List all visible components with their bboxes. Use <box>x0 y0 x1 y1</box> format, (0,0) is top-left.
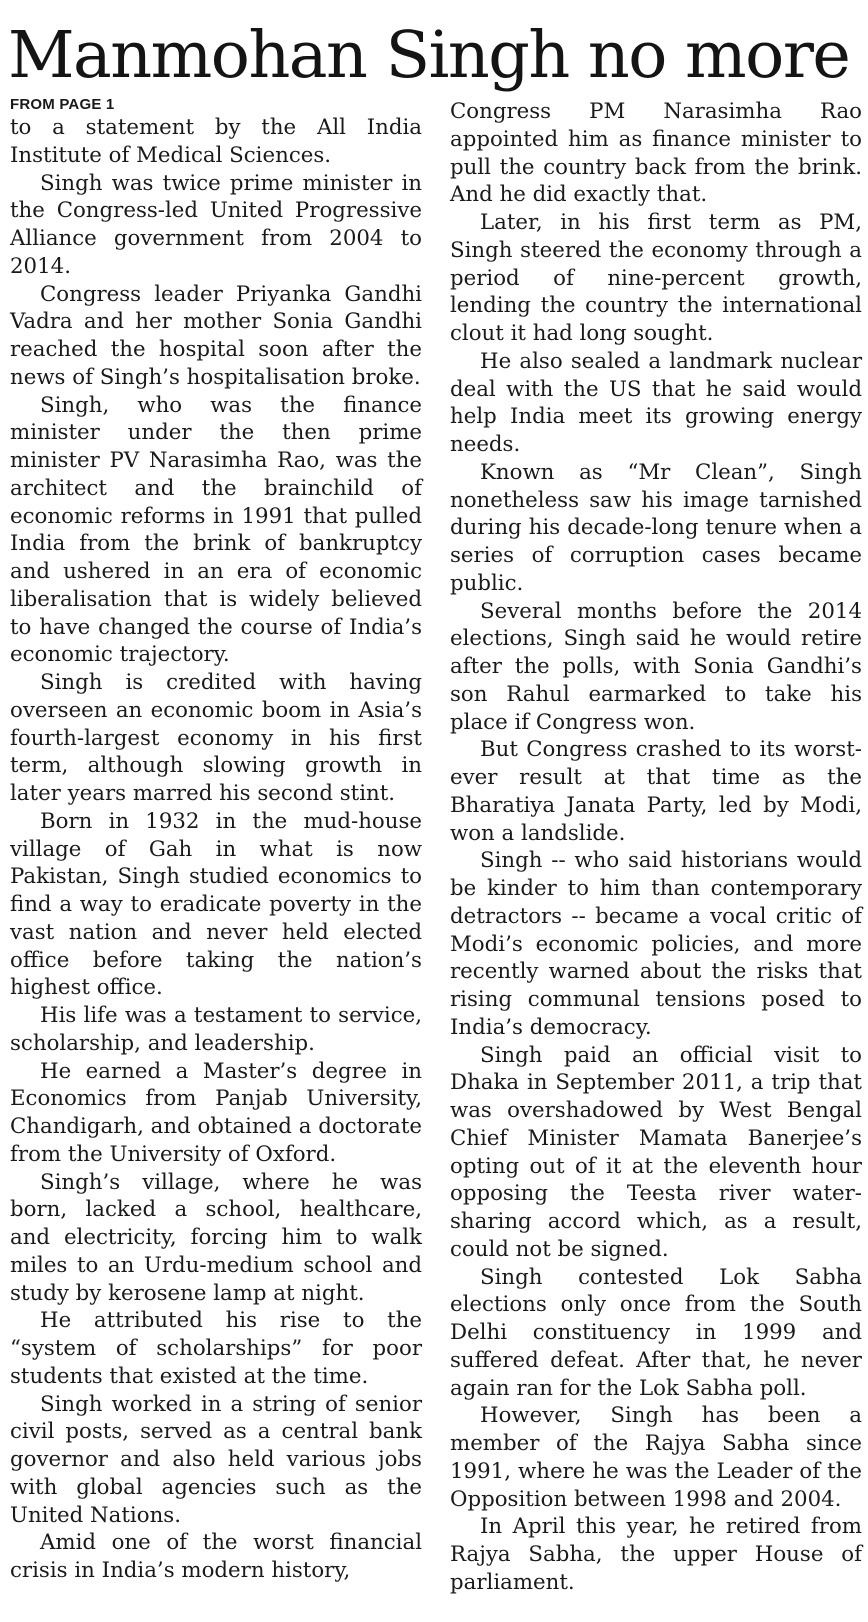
paragraph: In April this year, he retired from Rajya Sabha, the upper House of parliament. <box>450 1514 862 1595</box>
paragraph: Singh is credited with having overseen an economic boom in Asia’s fourth-largest economy in his first term, although slowing growth in later years marred his second stint. <box>10 670 422 806</box>
paragraph: Born in 1932 in the mud-house village of Gah in what is now Pakistan, Singh studied economics to find a way to eradicate poverty in the vast nation and never held elected office before taking the nation’s highest office. <box>10 808 422 1001</box>
paragraph: Amid one of the worst financial crisis in India’s modern history, <box>10 1530 422 1583</box>
paragraph: Singh, who was the finance minister under the then prime minister PV Narasimha Rao, was the architect and the brainchild of economic reforms in 1991 that pulled India from the brink of bankruptcy and ushered in an era of economic liberalisation that is widely believed to have changed the course of India’s economic trajectory. <box>10 392 422 668</box>
paragraph: Singh was twice prime minister in the Congress-led United Progressive Alliance government from 2004 to 2014. <box>10 170 422 279</box>
dateline: FROM PAGE 1 <box>10 96 115 113</box>
paragraph: His life was a testament to service, scholarship, and leadership. <box>10 1003 422 1056</box>
paragraph: Known as “Mr Clean”, Singh nonetheless saw his image tarnished during his decade-long tenure when a series of corruption cases became public. <box>450 459 862 596</box>
paragraph: Several months before the 2014 elections, Singh said he would retire after the polls, with Sonia Gandhi’s son Rahul earmarked to take his place if Congress won. <box>450 598 862 735</box>
paragraph: But Congress crashed to its worst-ever result at that time as the Bharatiya Janata Party, led by Modi, won a landslide. <box>450 737 862 846</box>
paragraph: Singh worked in a string of senior civil posts, served as a central bank governor and also held various jobs with global agencies such as the United Nations. <box>10 1391 422 1528</box>
paragraph: He also sealed a landmark nuclear deal with the US that he said would help India meet its growing energy needs. <box>450 348 862 457</box>
paragraph: However, Singh has been a member of the Rajya Sabha since 1991, where he was the Leader of the Opposition between 1998 and 2004. <box>450 1403 862 1512</box>
paragraph: Later, in his first term as PM, Singh steered the economy through a period of nine-percent growth, lending the country the international clout it had long sought. <box>450 210 862 346</box>
paragraph: He attributed his rise to the “system of scholarships” for poor students that existed at the time. <box>10 1308 422 1389</box>
headline: Manmohan Singh no more <box>8 18 850 93</box>
paragraph: Congress PM Narasimha Rao appointed him as finance minister to pull the country back from the brink. And he did exactly that. <box>450 99 862 208</box>
paragraph: He earned a Master’s degree in Economics from Panjab University, Chandigarh, and obtained a doctorate from the University of Oxford. <box>10 1058 422 1167</box>
article-column-left <box>10 96 422 1585</box>
paragraph: Singh’s village, where he was born, lacked a school, healthcare, and electricity, forcing him to walk miles to an Urdu-medium school and study by kerosene lamp at night. <box>10 1169 422 1306</box>
paragraph: Congress leader Priyanka Gandhi Vadra and her mother Sonia Gandhi reached the hospital soon after the news of Singh’s hospitalisation broke. <box>10 281 422 390</box>
paragraph: to a statement by the All India Institute of Medical Sciences. <box>10 115 422 168</box>
paragraph: Singh paid an official visit to Dhaka in September 2011, a trip that was overshadowed by West Bengal Chief Minister Mamata Banerjee’s opting out of it at the eleventh hour opposing the Teesta river water-sharing accord which, as a result, could not be signed. <box>450 1042 862 1262</box>
article-column-right <box>450 98 862 1597</box>
paragraph: Singh contested Lok Sabha elections only once from the South Delhi constituency in 1999 and suffered defeat. After that, he never again ran for the Lok Sabha poll. <box>450 1264 862 1401</box>
paragraph: Singh -- who said historians would be kinder to him than contemporary detractors -- became a vocal critic of Modi’s economic policies, and more recently warned about the risks that rising communal tensions posed to India’s democracy. <box>450 848 862 1040</box>
